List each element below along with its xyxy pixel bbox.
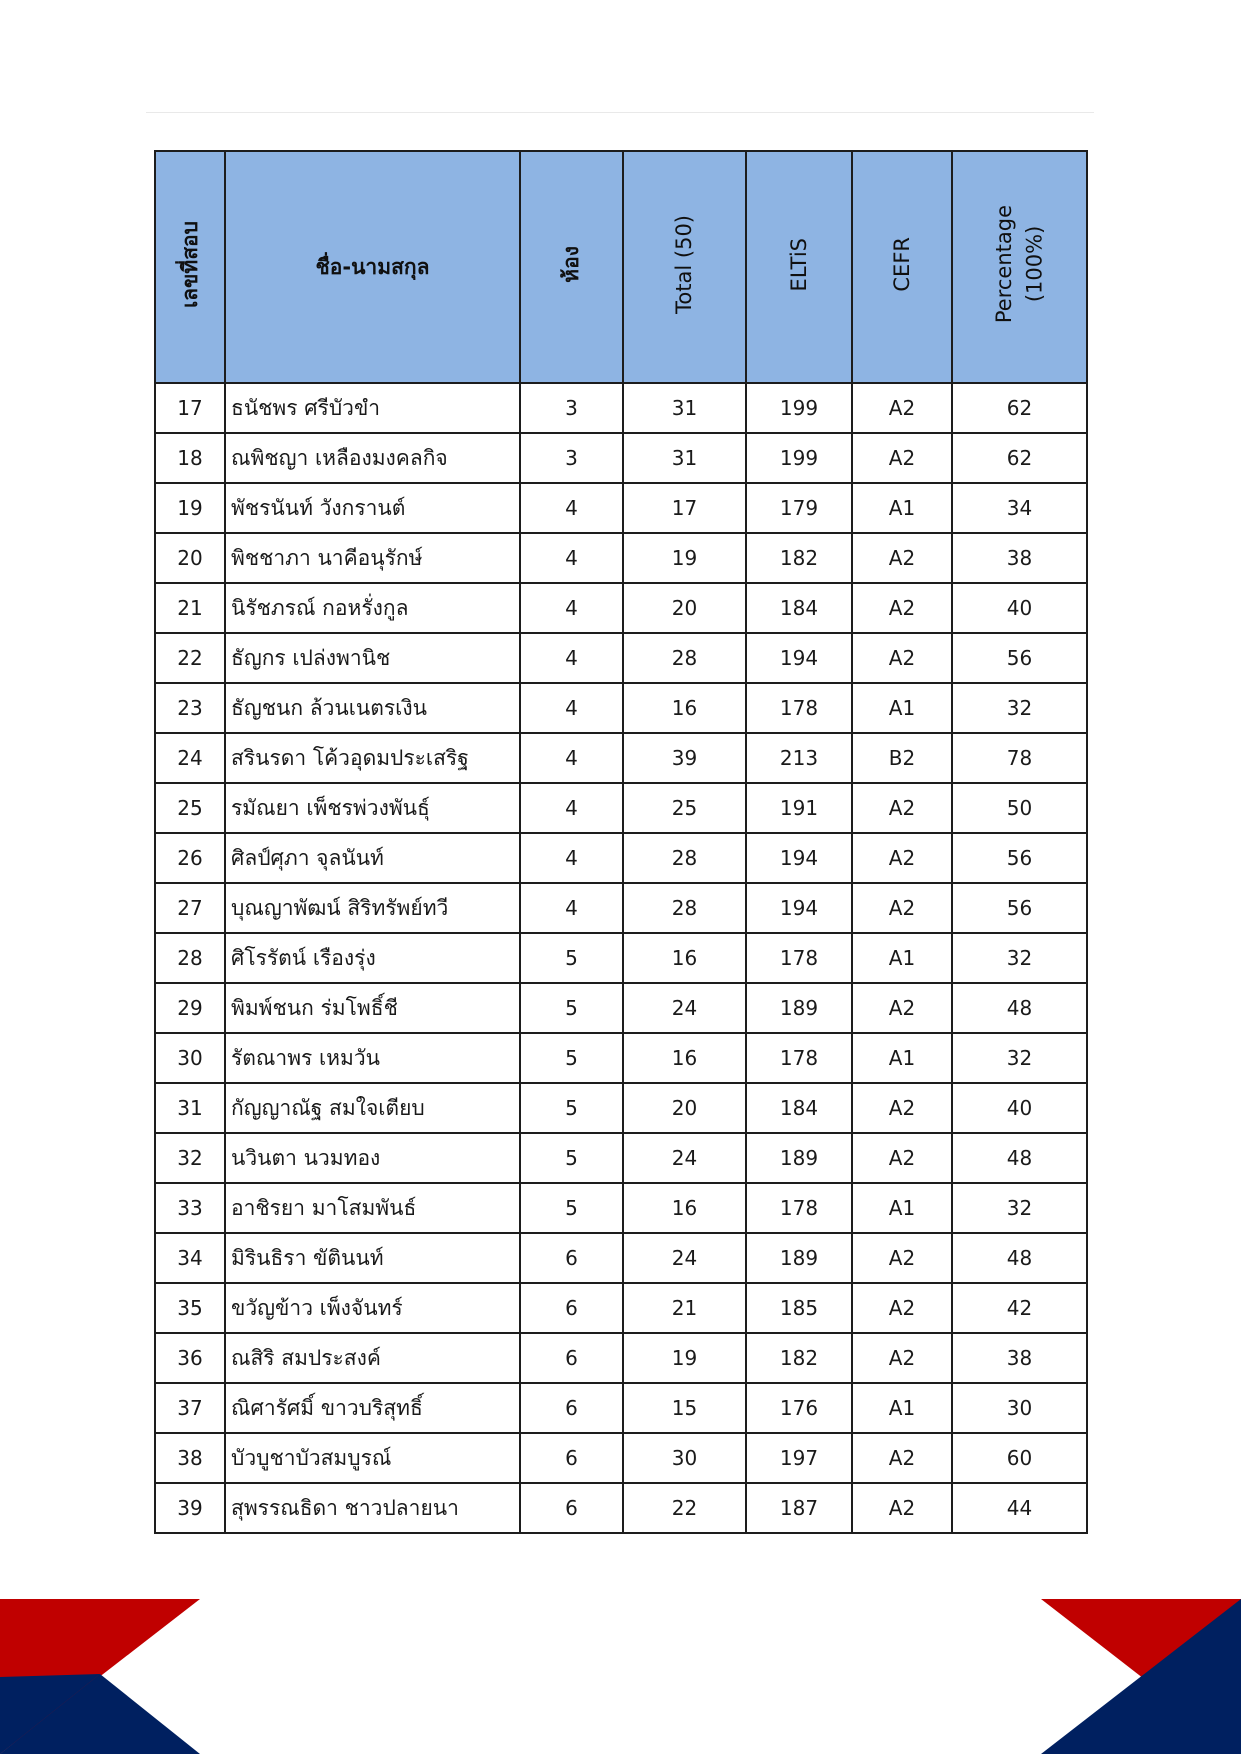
table-header: [155, 151, 1087, 383]
cell-exam-no: 37: [155, 1383, 225, 1433]
cell-name: ณิศารัศมิ์ ขาวบริสุทธิ์: [225, 1383, 520, 1433]
cell-total: 25: [623, 783, 746, 833]
cell-total: 19: [623, 533, 746, 583]
cell-total: 24: [623, 983, 746, 1033]
cell-name: ณสิริ สมประสงค์: [225, 1333, 520, 1383]
cell-eltis: 199: [746, 383, 852, 433]
cell-percentage: 62: [952, 433, 1087, 483]
header-room: [520, 151, 623, 383]
cell-cefr: A2: [852, 783, 952, 833]
cell-cefr: A1: [852, 1033, 952, 1083]
table-row: [155, 483, 1087, 533]
cell-room: 5: [520, 933, 623, 983]
cell-eltis: 182: [746, 1333, 852, 1383]
cell-exam-no: 24: [155, 733, 225, 783]
cell-total: 15: [623, 1383, 746, 1433]
header-exam-no: [155, 151, 225, 383]
cell-percentage: 42: [952, 1283, 1087, 1333]
cell-room: 3: [520, 383, 623, 433]
cell-cefr: A2: [852, 1333, 952, 1383]
table-row: [155, 533, 1087, 583]
cell-eltis: 176: [746, 1383, 852, 1433]
cell-cefr: A2: [852, 633, 952, 683]
cell-cefr: A2: [852, 1083, 952, 1133]
header-percentage-label: Percentage (100%): [992, 205, 1047, 324]
table-row: [155, 833, 1087, 883]
cell-name: กัญญาณัฐ สมใจเตียบ: [225, 1083, 520, 1133]
cell-percentage: 50: [952, 783, 1087, 833]
cell-exam-no: 39: [155, 1483, 225, 1533]
cell-room: 6: [520, 1383, 623, 1433]
cell-percentage: 32: [952, 1183, 1087, 1233]
cell-cefr: A2: [852, 1233, 952, 1283]
cell-percentage: 32: [952, 1033, 1087, 1083]
cell-cefr: A1: [852, 1383, 952, 1433]
cell-room: 5: [520, 1183, 623, 1233]
cell-exam-no: 34: [155, 1233, 225, 1283]
cell-percentage: 48: [952, 1233, 1087, 1283]
table-row: [155, 583, 1087, 633]
cell-exam-no: 26: [155, 833, 225, 883]
cell-eltis: 178: [746, 1183, 852, 1233]
cell-cefr: A2: [852, 1133, 952, 1183]
cell-total: 19: [623, 1333, 746, 1383]
cell-eltis: 197: [746, 1433, 852, 1483]
cell-name: นิรัชภรณ์ กอหรั่งกูล: [225, 583, 520, 633]
cell-exam-no: 21: [155, 583, 225, 633]
cell-room: 5: [520, 1033, 623, 1083]
table-row: [155, 733, 1087, 783]
cell-total: 28: [623, 883, 746, 933]
cell-room: 5: [520, 1133, 623, 1183]
cell-eltis: 185: [746, 1283, 852, 1333]
cell-exam-no: 20: [155, 533, 225, 583]
cell-room: 6: [520, 1233, 623, 1283]
score-table: [154, 150, 1088, 1534]
cell-exam-no: 30: [155, 1033, 225, 1083]
cell-name: สรินรดา โค้วอุดมประเสริฐ: [225, 733, 520, 783]
cell-percentage: 32: [952, 683, 1087, 733]
cell-percentage: 48: [952, 1133, 1087, 1183]
cell-total: 24: [623, 1133, 746, 1183]
cell-exam-no: 25: [155, 783, 225, 833]
cell-exam-no: 28: [155, 933, 225, 983]
header-cefr-label: CEFR: [889, 237, 914, 292]
cell-total: 16: [623, 933, 746, 983]
cell-percentage: 38: [952, 533, 1087, 583]
cell-total: 16: [623, 1183, 746, 1233]
table-row: [155, 633, 1087, 683]
cell-percentage: 78: [952, 733, 1087, 783]
cell-name: รมัณยา เพ็ชรพ่วงพันธุ์: [225, 783, 520, 833]
cell-total: 16: [623, 683, 746, 733]
cell-eltis: 189: [746, 1133, 852, 1183]
cell-eltis: 189: [746, 1233, 852, 1283]
cell-exam-no: 22: [155, 633, 225, 683]
cell-total: 17: [623, 483, 746, 533]
table-row: [155, 1183, 1087, 1233]
cell-eltis: 184: [746, 1083, 852, 1133]
table-row: [155, 1233, 1087, 1283]
cell-name: ศิลป์ศุภา จุลนันท์: [225, 833, 520, 883]
cell-name: บัวบูชาบัวสมบูรณ์: [225, 1433, 520, 1483]
cell-eltis: 179: [746, 483, 852, 533]
cell-percentage: 56: [952, 883, 1087, 933]
cell-name: รัตณาพร เหมวัน: [225, 1033, 520, 1083]
cell-exam-no: 33: [155, 1183, 225, 1233]
header-room-label: ห้อง: [559, 246, 584, 283]
cell-eltis: 194: [746, 833, 852, 883]
cell-eltis: 178: [746, 1033, 852, 1083]
table-row: [155, 1333, 1087, 1383]
cell-eltis: 199: [746, 433, 852, 483]
cell-room: 3: [520, 433, 623, 483]
header-divider: [146, 112, 1094, 113]
cell-name: สุพรรณธิดา ชาวปลายนา: [225, 1483, 520, 1533]
cell-name: ธัญกร เปล่งพานิช: [225, 633, 520, 683]
cell-room: 4: [520, 733, 623, 783]
table-row: [155, 383, 1087, 433]
cell-name: พิมพ์ชนก ร่มโพธิ์ชี: [225, 983, 520, 1033]
cell-exam-no: 18: [155, 433, 225, 483]
cell-exam-no: 38: [155, 1433, 225, 1483]
cell-eltis: 194: [746, 883, 852, 933]
cell-eltis: 189: [746, 983, 852, 1033]
header-percentage: [952, 151, 1087, 383]
table-row: [155, 983, 1087, 1033]
cell-cefr: A2: [852, 983, 952, 1033]
cell-name: ธนัชพร ศรีบัวขำ: [225, 383, 520, 433]
cell-eltis: 178: [746, 933, 852, 983]
cell-cefr: A1: [852, 1183, 952, 1233]
cell-total: 22: [623, 1483, 746, 1533]
table-row: [155, 1433, 1087, 1483]
table-row: [155, 1483, 1087, 1533]
cell-cefr: A2: [852, 833, 952, 883]
cell-percentage: 40: [952, 1083, 1087, 1133]
cell-room: 6: [520, 1283, 623, 1333]
header-cefr: [852, 151, 952, 383]
header-eltis-label: ELTiS: [786, 237, 811, 292]
cell-room: 4: [520, 633, 623, 683]
cell-room: 5: [520, 983, 623, 1033]
corner-decoration-right: [1041, 1599, 1241, 1754]
cell-total: 24: [623, 1233, 746, 1283]
table-row: [155, 1083, 1087, 1133]
cell-percentage: 48: [952, 983, 1087, 1033]
cell-eltis: 194: [746, 633, 852, 683]
table-row: [155, 1133, 1087, 1183]
cell-room: 4: [520, 883, 623, 933]
header-total-label: Total (50): [672, 215, 697, 314]
cell-cefr: A2: [852, 533, 952, 583]
cell-total: 30: [623, 1433, 746, 1483]
cell-exam-no: 35: [155, 1283, 225, 1333]
cell-cefr: A2: [852, 383, 952, 433]
table-row: [155, 1033, 1087, 1083]
cell-percentage: 38: [952, 1333, 1087, 1383]
corner-decoration-left: [0, 1599, 200, 1754]
cell-eltis: 182: [746, 533, 852, 583]
table-body: [155, 383, 1087, 1533]
cell-percentage: 44: [952, 1483, 1087, 1533]
cell-room: 6: [520, 1483, 623, 1533]
cell-room: 4: [520, 833, 623, 883]
cell-percentage: 32: [952, 933, 1087, 983]
cell-total: 31: [623, 433, 746, 483]
cell-total: 20: [623, 583, 746, 633]
cell-exam-no: 23: [155, 683, 225, 733]
table-row: [155, 783, 1087, 833]
header-eltis: [746, 151, 852, 383]
table-row: [155, 883, 1087, 933]
header-exam-no-label: เลขที่สอบ: [177, 220, 202, 308]
cell-name: ศิโรรัตน์ เรืองรุ่ง: [225, 933, 520, 983]
header-row: [155, 151, 1087, 383]
cell-exam-no: 29: [155, 983, 225, 1033]
cell-exam-no: 17: [155, 383, 225, 433]
cell-percentage: 34: [952, 483, 1087, 533]
cell-total: 16: [623, 1033, 746, 1083]
cell-total: 28: [623, 833, 746, 883]
cell-room: 4: [520, 783, 623, 833]
cell-exam-no: 32: [155, 1133, 225, 1183]
cell-cefr: A2: [852, 883, 952, 933]
cell-percentage: 40: [952, 583, 1087, 633]
cell-cefr: A2: [852, 1433, 952, 1483]
cell-eltis: 213: [746, 733, 852, 783]
cell-room: 4: [520, 483, 623, 533]
cell-name: นวินตา นวมทอง: [225, 1133, 520, 1183]
table-row: [155, 683, 1087, 733]
cell-total: 28: [623, 633, 746, 683]
cell-percentage: 30: [952, 1383, 1087, 1433]
cell-cefr: A1: [852, 483, 952, 533]
cell-room: 4: [520, 533, 623, 583]
cell-cefr: A1: [852, 683, 952, 733]
cell-name: ธัญชนก ล้วนเนตรเงิน: [225, 683, 520, 733]
cell-name: พัชรนันท์ วังกรานต์: [225, 483, 520, 533]
cell-room: 6: [520, 1433, 623, 1483]
cell-name: ณพิชญา เหลืองมงคลกิจ: [225, 433, 520, 483]
cell-name: บุณญาพัฒน์ สิริทรัพย์ทวี: [225, 883, 520, 933]
cell-name: อาชิรยา มาโสมพันธ์: [225, 1183, 520, 1233]
cell-eltis: 187: [746, 1483, 852, 1533]
cell-percentage: 60: [952, 1433, 1087, 1483]
table-row: [155, 1283, 1087, 1333]
cell-exam-no: 27: [155, 883, 225, 933]
cell-percentage: 56: [952, 633, 1087, 683]
cell-eltis: 184: [746, 583, 852, 633]
cell-cefr: A2: [852, 433, 952, 483]
table-row: [155, 1383, 1087, 1433]
cell-cefr: A2: [852, 583, 952, 633]
header-total: [623, 151, 746, 383]
cell-name: มิรินธิรา ขัตินนท์: [225, 1233, 520, 1283]
cell-room: 4: [520, 683, 623, 733]
table-row: [155, 933, 1087, 983]
cell-room: 6: [520, 1333, 623, 1383]
header-name: ชื่อ-นามสกุล: [225, 151, 520, 383]
table-row: [155, 433, 1087, 483]
cell-room: 5: [520, 1083, 623, 1133]
cell-cefr: A1: [852, 933, 952, 983]
cell-exam-no: 19: [155, 483, 225, 533]
cell-eltis: 191: [746, 783, 852, 833]
cell-room: 4: [520, 583, 623, 633]
cell-eltis: 178: [746, 683, 852, 733]
cell-cefr: B2: [852, 733, 952, 783]
cell-exam-no: 36: [155, 1333, 225, 1383]
cell-total: 20: [623, 1083, 746, 1133]
cell-name: ขวัญข้าว เพ็งจันทร์: [225, 1283, 520, 1333]
cell-cefr: A2: [852, 1283, 952, 1333]
cell-total: 21: [623, 1283, 746, 1333]
cell-cefr: A2: [852, 1483, 952, 1533]
cell-name: พิชชาภา นาคีอนุรักษ์: [225, 533, 520, 583]
cell-exam-no: 31: [155, 1083, 225, 1133]
cell-percentage: 56: [952, 833, 1087, 883]
cell-total: 31: [623, 383, 746, 433]
cell-total: 39: [623, 733, 746, 783]
cell-percentage: 62: [952, 383, 1087, 433]
